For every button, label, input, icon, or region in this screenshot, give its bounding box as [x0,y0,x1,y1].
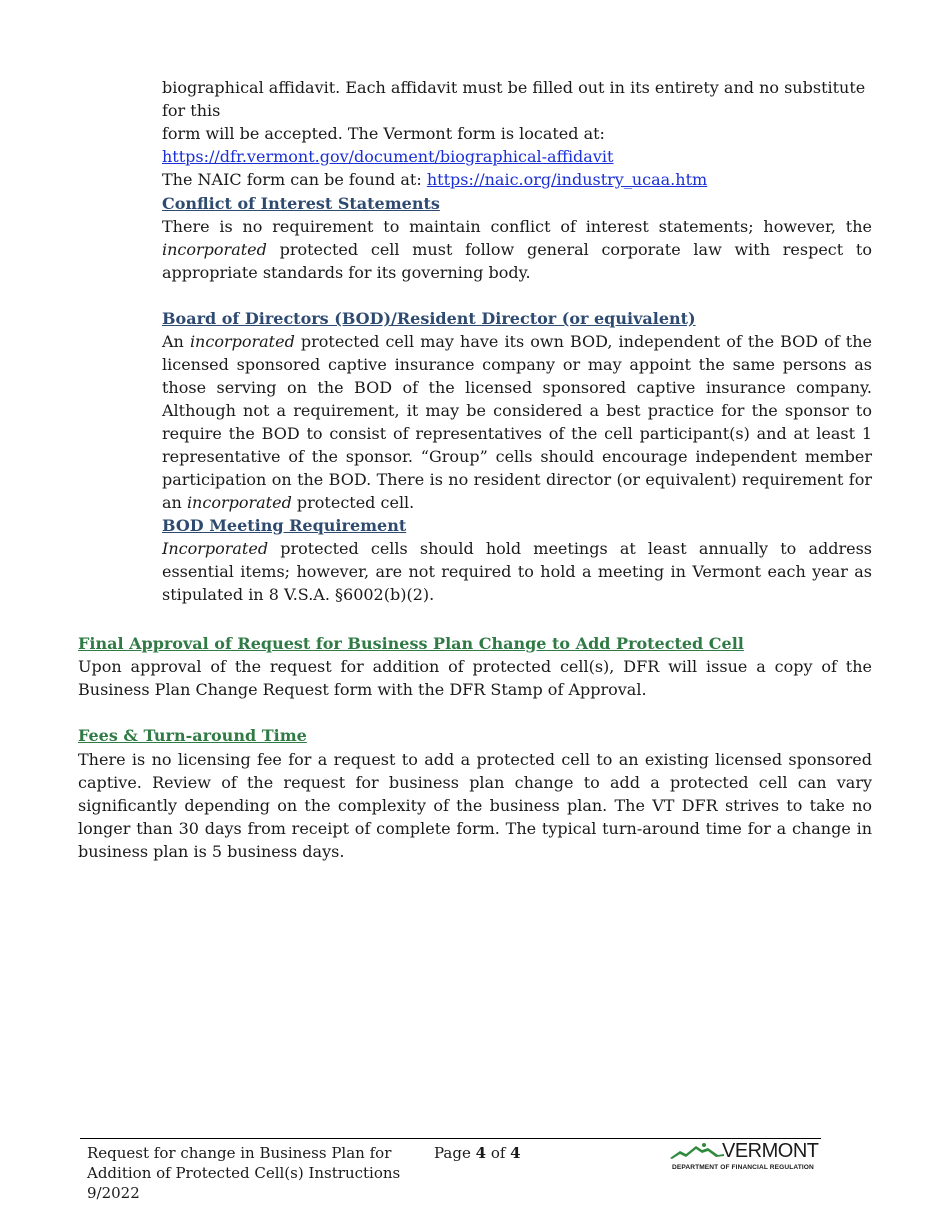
final-approval-heading: Final Approval of Request for Business Plan Change to Add Protected Cell [78,634,744,653]
board-emphasis-1: incorporated [189,332,295,351]
board-text-1: An [162,332,190,351]
conflict-heading: Conflict of Interest Statements [162,194,440,213]
page-total: 4 [510,1144,521,1162]
naic-form-link[interactable]: https://naic.org/industry_ucaa.htm [426,170,708,189]
footer-line-1: Request for change in Business Plan for [87,1144,392,1162]
conflict-paragraph [162,215,872,284]
meeting-emphasis: Incorporated [162,539,269,558]
page-label: Page [434,1144,476,1162]
fees-heading: Fees & Turn-around Time [78,726,307,745]
naic-prefix: The NAIC form can be found at: [162,170,427,189]
meeting-text: protected cells should hold meetings at least annually to address essential items; however, are not required to hold a meeting in Vermont each year as stipulated in 8 V.S.A. §6002(b)(2). [162,539,872,604]
fees-paragraph: There is no licensing fee for a request to add a protected cell to an existing licensed sponsored captive. Review of the request for business plan change to add a protected cell can vary significantly depending on the complexity of the business plan. The VT DFR strives to take no longer than 30 days from receipt of complete form. The typical turn-around time for a change in business plan is 5 business days. [78,750,872,861]
board-paragraph [162,330,872,514]
page-of-label: of [486,1144,511,1162]
vermont-dfr-logo [670,1140,819,1180]
conflict-text-2: protected cell must follow general corporate law with respect to appropriate standards for its governing body. [162,240,872,282]
intro-line-2: form will be accepted. The Vermont form is located at: [162,124,605,143]
board-text-3: protected cell. [291,493,415,512]
footer-divider [80,1138,821,1139]
meeting-paragraph [162,537,872,606]
conflict-text-1: There is no requirement to maintain conflict of interest statements; however, the [162,217,872,236]
conflict-emphasis: incorporated [162,240,267,259]
footer-date: 9/2022 [87,1184,140,1202]
board-heading: Board of Directors (BOD)/Resident Director (or equivalent) [162,309,696,328]
logo-wordmark: VERMONT [722,1140,819,1162]
logo-subtitle: DEPARTMENT OF FINANCIAL REGULATION [672,1164,814,1171]
board-text-2: protected cell may have its own BOD, independent of the BOD of the licensed sponsored captive insurance company or may appoint the same persons as those serving on the BOD of the licensed sponsored captive insurance company. Although not a requirement, it may be considered a best practice for the sponsor to require the BOD to consist of representatives of the cell participant(s) and at least 1 representative of the sponsor. “Group” cells should encourage independent member participation on the BOD. There is no resident director (or equivalent) requirement for an [162,332,873,512]
vermont-affidavit-link[interactable]: https://dfr.vermont.gov/document/biographical-affidavit [162,147,614,166]
intro-line-1: biographical affidavit. Each affidavit must be filled out in its entirety and no substitute for this [162,78,866,120]
page-number [434,1143,521,1163]
footer-line-2: Addition of Protected Cell(s) Instructions [87,1164,401,1182]
meeting-heading: BOD Meeting Requirement [162,516,407,535]
final-approval-paragraph: Upon approval of the request for addition of protected cell(s), DFR will issue a copy of the Business Plan Change Request form with the DFR Stamp of Approval. [78,657,872,699]
footer-document-title [87,1143,400,1203]
mountain-logo-icon [670,1142,724,1164]
page-current: 4 [475,1144,487,1162]
intro-paragraph [162,76,872,191]
board-emphasis-2: incorporated [186,493,292,512]
